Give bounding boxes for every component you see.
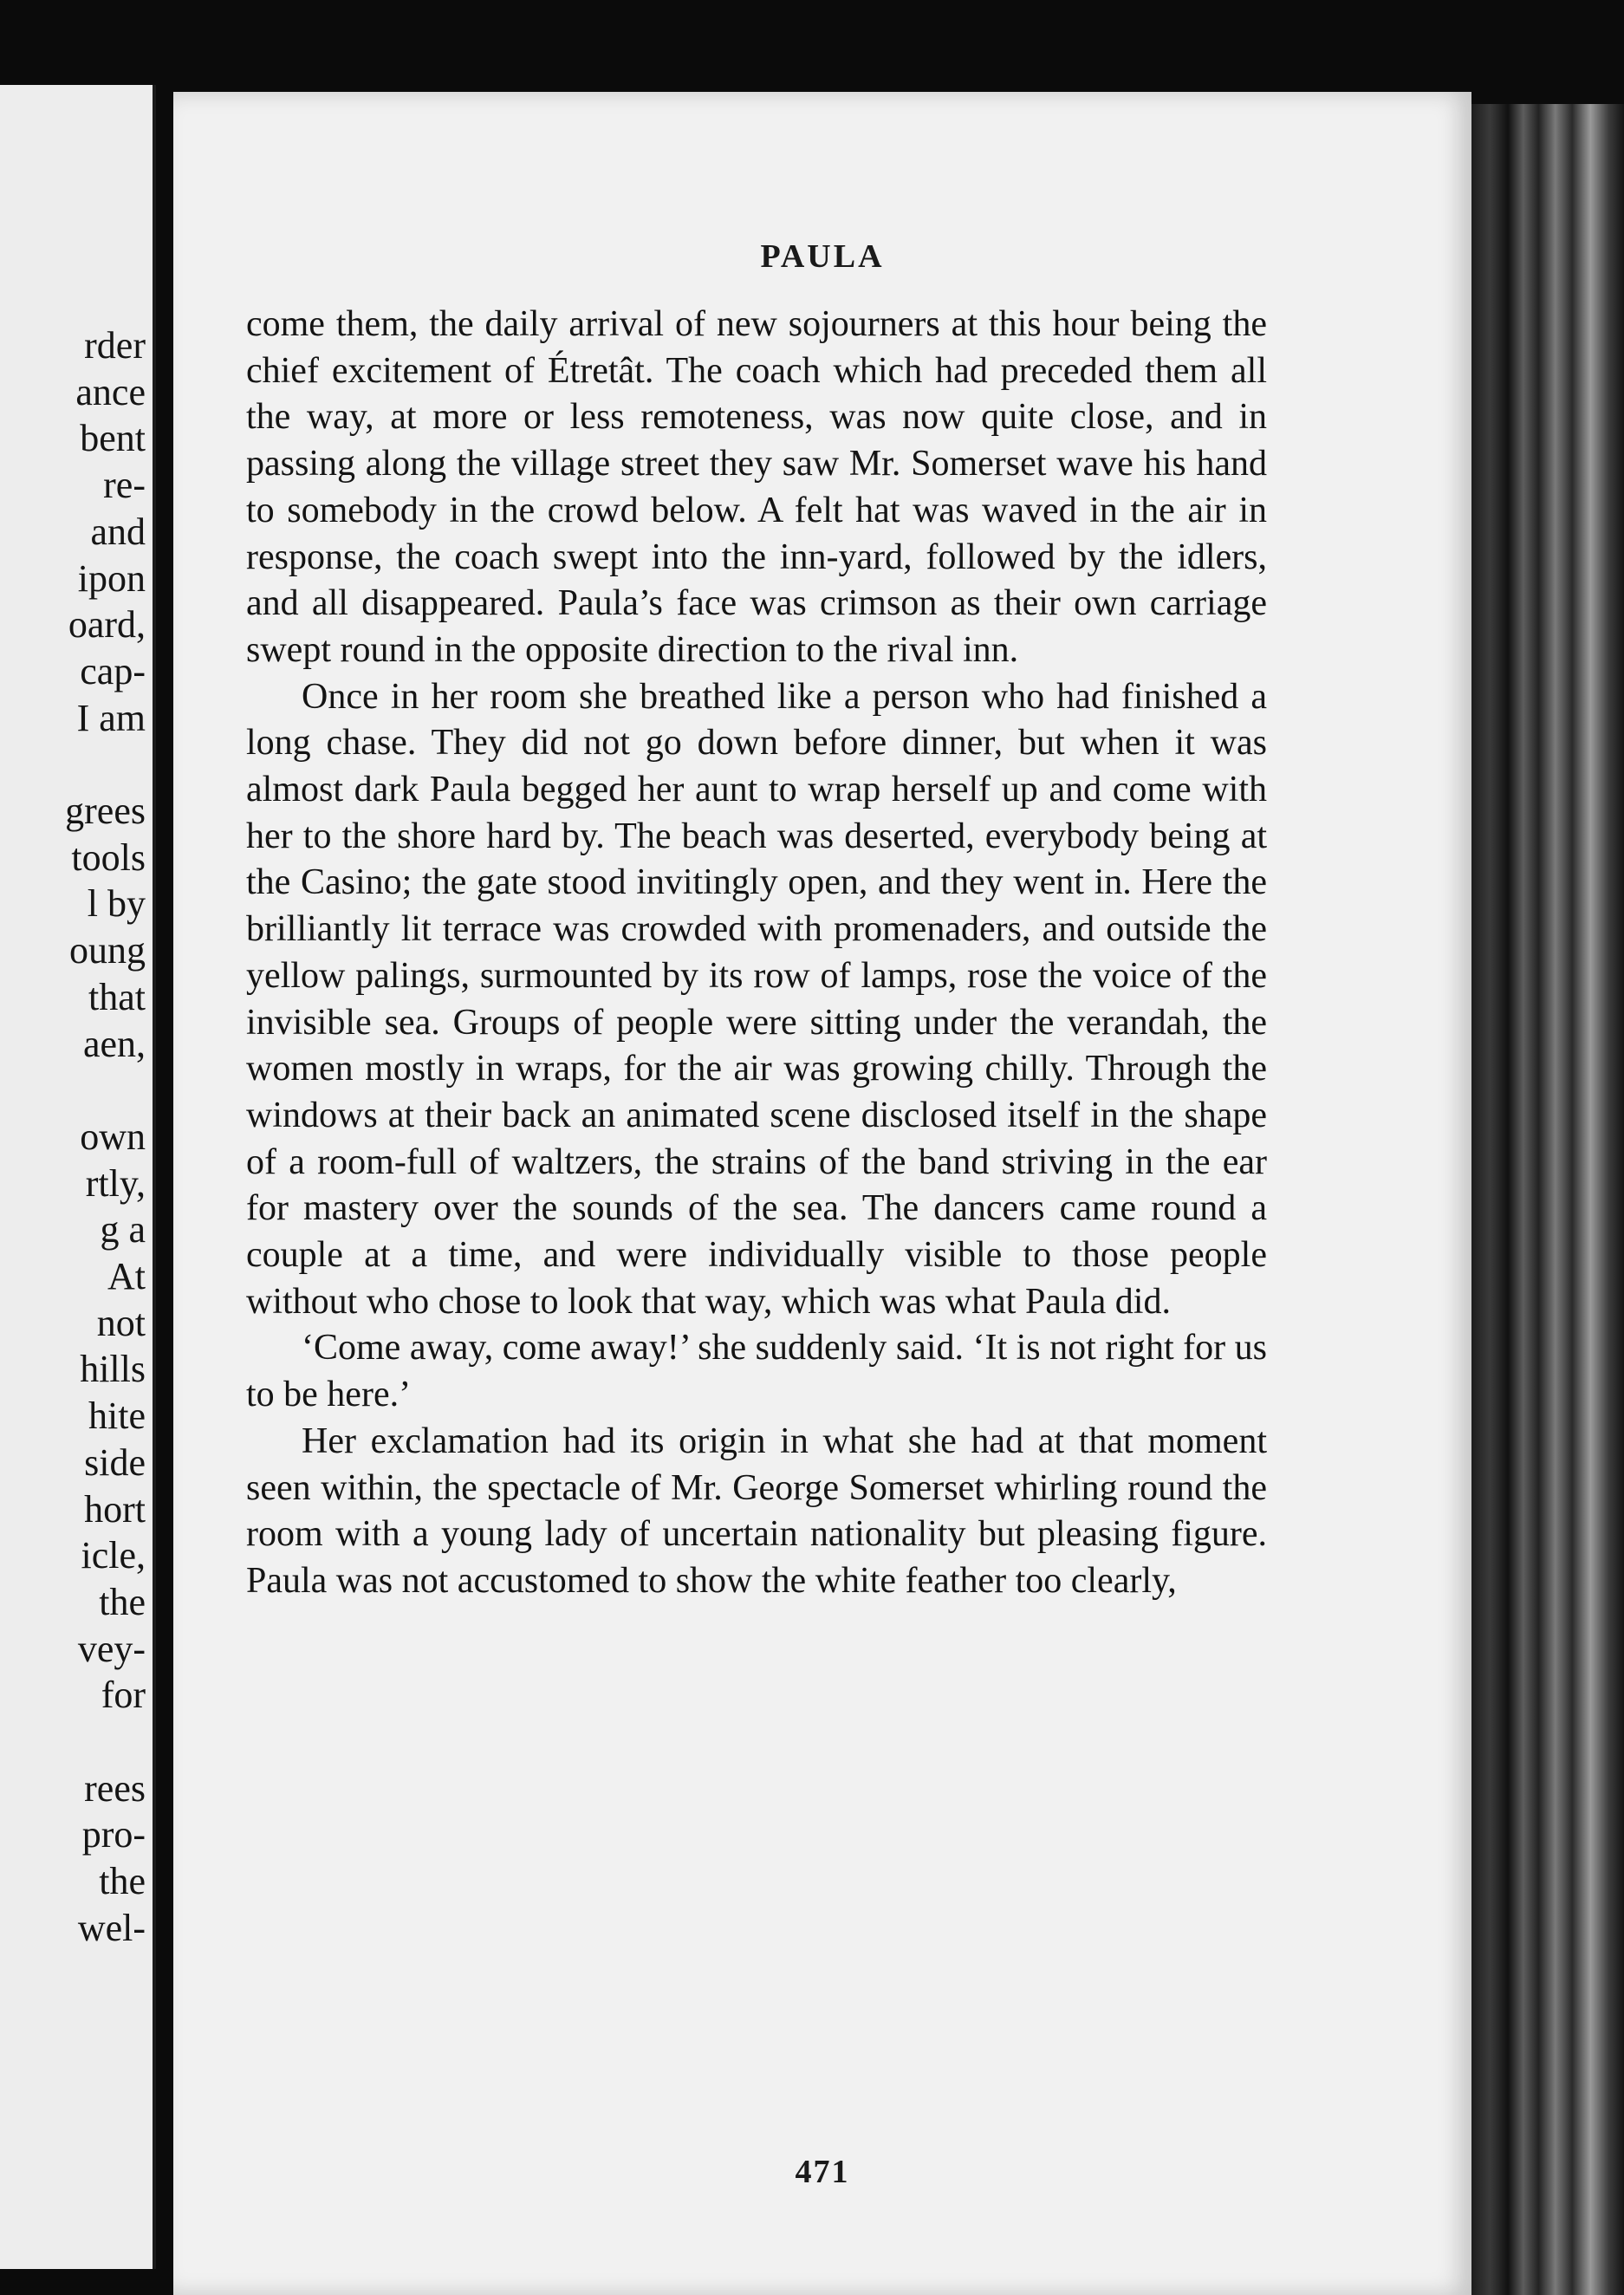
left-page-fragment: and [90, 510, 146, 553]
running-head: PAULA [760, 238, 885, 275]
left-page-fragment: oung [69, 929, 146, 972]
left-page-fragment: rees [84, 1766, 146, 1810]
left-page-fragment: hort [84, 1487, 146, 1531]
book-edge [1471, 104, 1624, 2295]
paragraph-3: ‘Come away, come away!’ she suddenly said. ‘It is not right for us to be here.’ [246, 1328, 1267, 1415]
left-page-fragment: hills [80, 1348, 146, 1391]
left-page-fragment: hite [88, 1395, 146, 1438]
left-page-fragment: ipon [77, 556, 146, 600]
left-page-fragment: for [101, 1674, 146, 1717]
left-page-fragment: pro- [81, 1813, 146, 1856]
left-page-fragment: vey- [77, 1627, 146, 1670]
paragraph-2: Once in her room she breathed like a person who had finished a long chase. They did not go down before dinner, but when it was almost dark Paula begged her aunt to wrap herself up and come with her to the shore hard by. The beach was deserted, everybody being at the Casino; the gate stood invitingly open, and they went in. Here the brilliantly lit terrace was crowded with promenaders, and outside the yellow palings, surmounted by its row of lamps, rose the voice of the invisible sea. Groups of people were sitting under the verandah, the women mostly in wraps, for the air was growing chilly. Through the windows at their back an animated scene disclosed itself in the shape of a room-full of waltzers, the strains of the band striving in the ear for mastery over the sounds of the sea. The dancers came round a couple at a time, and were individually visible to those people without who chose to look that way, which was what Paula did. [246, 676, 1267, 1322]
left-page-fragment: not [96, 1301, 146, 1344]
left-page-fragment: I am [76, 696, 146, 739]
left-page-fragment: own [80, 1115, 146, 1158]
left-facing-page [0, 85, 156, 2269]
left-page-fragment: re- [103, 464, 146, 507]
left-page-fragment: cap- [80, 649, 146, 692]
body-text [246, 302, 1267, 1605]
left-page-fragment: side [84, 1440, 146, 1484]
left-page-fragment: the [99, 1580, 146, 1623]
page-number: 471 [795, 2154, 850, 2190]
left-page-fragment: aen, [82, 1022, 146, 1065]
left-page-fragment: that [88, 975, 146, 1018]
left-page-fragment: bent [80, 417, 146, 460]
left-page-fragment: rder [84, 324, 146, 367]
left-page-fragment: icle, [81, 1534, 146, 1577]
left-page-fragment: the [99, 1860, 146, 1903]
book-page [173, 92, 1471, 2295]
left-page-fragment: wel- [77, 1906, 146, 1949]
left-page-fragment: ance [75, 370, 146, 413]
left-page-fragment: At [107, 1255, 146, 1297]
left-page-fragment: l by [87, 882, 146, 926]
left-page-fragment: tools [71, 835, 146, 879]
left-page-fragment: grees [65, 790, 146, 832]
left-page-fragment: g a [100, 1208, 146, 1252]
left-page-fragment: oard, [68, 603, 146, 647]
paragraph-1: come them, the daily arrival of new sojourners at this hour being the chief excitement of Étretât. The coach which had preceded them all the way, at more or less remoteness, was now quite close, and in passing along the village street they saw Mr. Somerset wave his hand to somebody in the crowd below. A felt hat was waved in the air in response, the coach swept into the inn-yard, followed by the idlers, and all disappeared. Paula’s face was crimson as their own carriage swept round in the opposite direction to the rival inn. [246, 304, 1267, 670]
left-page-fragment: rtly, [85, 1161, 146, 1205]
paragraph-4: Her exclamation had its origin in what she had at that moment seen within, the spectacle of Mr. George Somerset whirling round the room with a young lady of uncertain nationality but pleasing figure. Paula was not accustomed to show the white feather too clearly, [246, 1421, 1267, 1601]
